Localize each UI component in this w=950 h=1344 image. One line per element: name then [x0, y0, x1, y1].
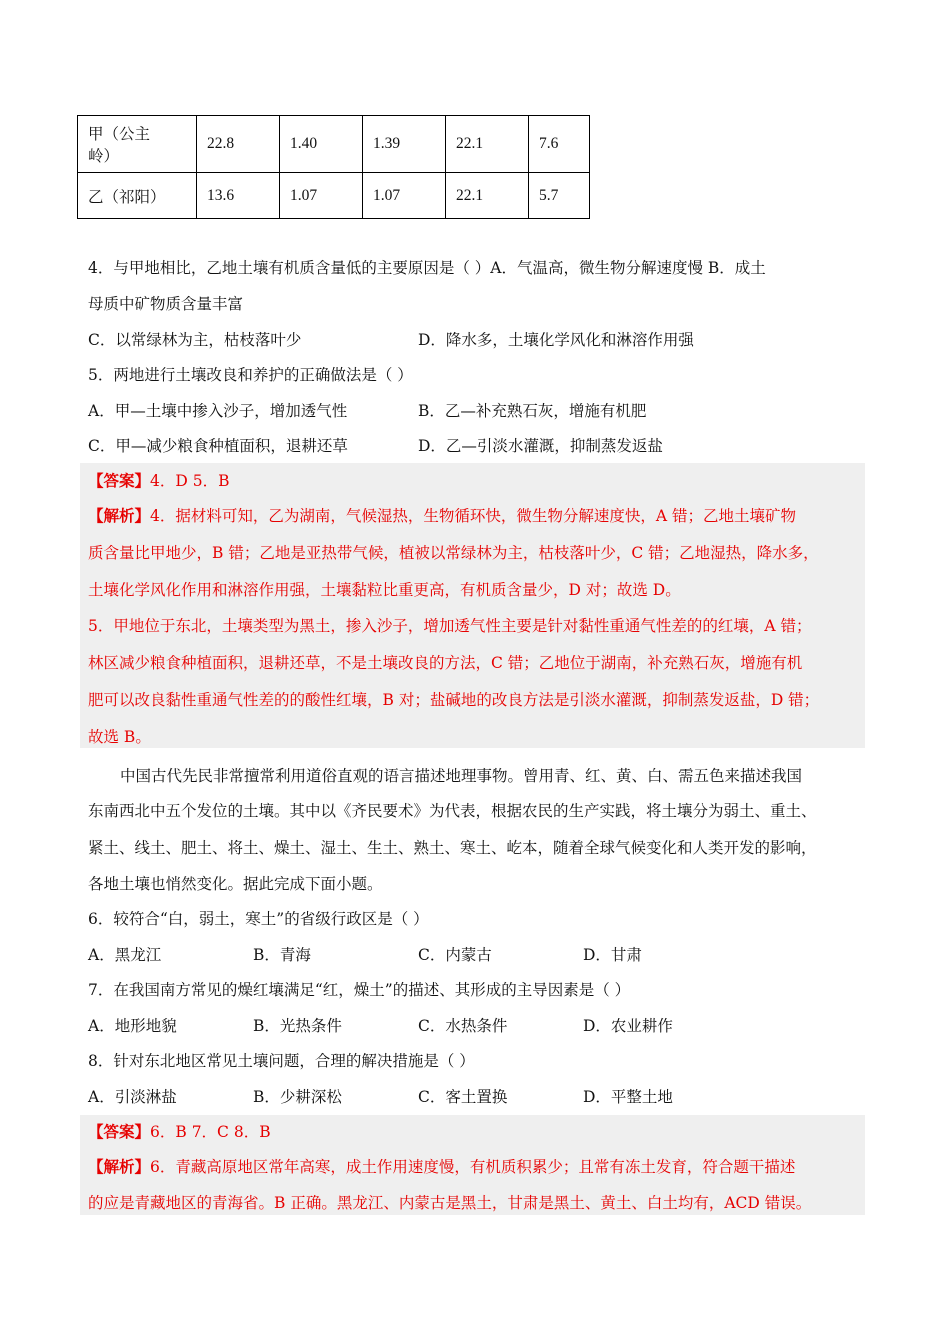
answer-text: 4．D 5．B [150, 472, 230, 490]
table-cell: 13.6 [197, 173, 280, 219]
q5-option-c: C．甲—减少粮食种植面积，退耕还草 [88, 437, 348, 455]
q6-option-d: D．甘肃 [583, 946, 642, 964]
table-row [78, 116, 590, 173]
table-row [78, 173, 590, 219]
row-label-line2: 岭） [88, 148, 120, 165]
q7-option-b: B．光热条件 [253, 1017, 342, 1035]
q4-option-c: C．以常绿林为主，枯枝落叶少 [88, 331, 302, 349]
q8-stem: 8．针对东北地区常见土壤问题，合理的解决措施是（ ） [88, 1052, 475, 1070]
table-cell: 22.8 [197, 116, 280, 173]
table-cell: 1.07 [363, 173, 446, 219]
table-cell: 22.1 [446, 116, 529, 173]
q4-option-d: D．降水多，土壤化学风化和淋溶作用强 [418, 331, 694, 349]
answer-tag: 【答案】 [88, 1122, 151, 1141]
analysis-1-line2: 质含量比甲地少，B 错；乙地是亚热带气候，植被以常绿林为主，枯枝落叶少，C 错；乙地湿热，降水多， [88, 544, 819, 562]
q5-option-d: D．乙—引淡水灌溉，抑制蒸发返盐 [418, 437, 663, 455]
analysis-2-line2: 的应是青藏地区的青海省。B 正确。黑龙江、内蒙古是黑土，甘肃是黑土、黄土、白土均有，ACD 错误。 [88, 1194, 812, 1212]
analysis-1-line3: 土壤化学风化作用和淋溶作用强，土壤黏粒比重更高，有机质含量少，D 对；故选 D。 [88, 581, 681, 599]
answer-text: 6．B 7．C 8．B [150, 1123, 271, 1141]
q7-option-d: D．农业耕作 [583, 1017, 673, 1035]
row-label-line1: 甲（公主 [88, 126, 151, 143]
q6-option-c: C．内蒙古 [418, 946, 492, 964]
analysis-tag: 【解析】 [88, 1157, 151, 1176]
answer-tag: 【答案】 [88, 471, 151, 490]
table-cell: 7.6 [529, 116, 590, 173]
q7-stem: 7．在我国南方常见的燥红壤满足“红，燥土”的描述、其形成的主导因素是（ ） [88, 981, 631, 999]
passage-line2: 东南西北中五个发位的土壤。其中以《齐民要术》为代表，根据农民的生产实践，将土壤分为弱土、重土、 [88, 802, 817, 820]
q4-line2: 母质中矿物质含量丰富 [88, 295, 244, 313]
table-cell: 乙（祁阳） [78, 173, 197, 219]
analysis-tag: 【解析】 [88, 506, 151, 525]
table-cell: 1.40 [280, 116, 363, 173]
table-cell: 5.7 [529, 173, 590, 219]
q5-option-b: B．乙—补充熟石灰，增施有机肥 [418, 402, 647, 420]
analysis-1-line7: 故选 B。 [88, 728, 151, 746]
q7-option-c: C．水热条件 [418, 1017, 508, 1035]
table-cell: 1.39 [363, 116, 446, 173]
analysis-1-line1 [88, 506, 796, 526]
q8-option-c: C．客土置换 [418, 1088, 508, 1106]
analysis-text: 6．青藏高原地区常年高寒，成土作用速度慢，有机质积累少；且常有冻土发育，符合题干描述 [150, 1158, 796, 1176]
q8-option-d: D．平整土地 [583, 1088, 673, 1106]
analysis-1-line4: 5．甲地位于东北，土壤类型为黑土，掺入沙子，增加透气性主要是针对黏性重通气性差的的红壤，A 错； [88, 617, 812, 635]
q4-line1: 4．与甲地相比，乙地土壤有机质含量低的主要原因是（ ）A．气温高，微生物分解速度慢 B．成土 [88, 259, 766, 277]
analysis-1-line6: 肥可以改良黏性重通气性差的的酸性红壤，B 对；盐碱地的改良方法是引淡水灌溉，抑制蒸发返盐，D 错； [88, 691, 820, 709]
q5-stem: 5．两地进行土壤改良和养护的正确做法是（ ） [88, 366, 413, 384]
table-cell [78, 116, 197, 173]
analysis-2-line1 [88, 1157, 795, 1177]
passage-line3: 紧土、线土、肥土、将土、燥土、湿土、生土、熟土、寒土、屹本，随着全球气候变化和人类开发的影响， [88, 839, 817, 857]
soil-data-table [77, 115, 590, 219]
q6-stem: 6．较符合“白，弱土，寒土”的省级行政区是（ ） [88, 910, 429, 928]
analysis-text: 4．据材料可知，乙为湖南，气候湿热，生物循环快，微生物分解速度快，A 错；乙地土壤矿物 [150, 507, 797, 525]
q8-option-b: B．少耕深松 [253, 1088, 342, 1106]
passage-line4: 各地土壤也悄然变化。据此完成下面小题。 [88, 875, 383, 893]
passage-line1: 中国古代先民非常擅常利用道俗直观的语言描述地理事物。曾用青、红、黄、白、需五色来描述我国 [120, 767, 803, 785]
q6-option-a: A．黑龙江 [88, 946, 162, 964]
q7-option-a: A．地形地貌 [88, 1017, 177, 1035]
q6-option-b: B．青海 [253, 946, 311, 964]
q5-option-a: A．甲—土壤中掺入沙子，增加透气性 [88, 402, 348, 420]
q8-option-a: A．引淡淋盐 [88, 1088, 177, 1106]
table-cell: 22.1 [446, 173, 529, 219]
answer-2 [88, 1122, 271, 1142]
analysis-1-line5: 林区减少粮食种植面积，退耕还草，不是土壤改良的方法，C 错；乙地位于湖南，补充熟石灰，增施有机 [88, 654, 803, 672]
table-cell: 1.07 [280, 173, 363, 219]
answer-1 [88, 471, 229, 491]
